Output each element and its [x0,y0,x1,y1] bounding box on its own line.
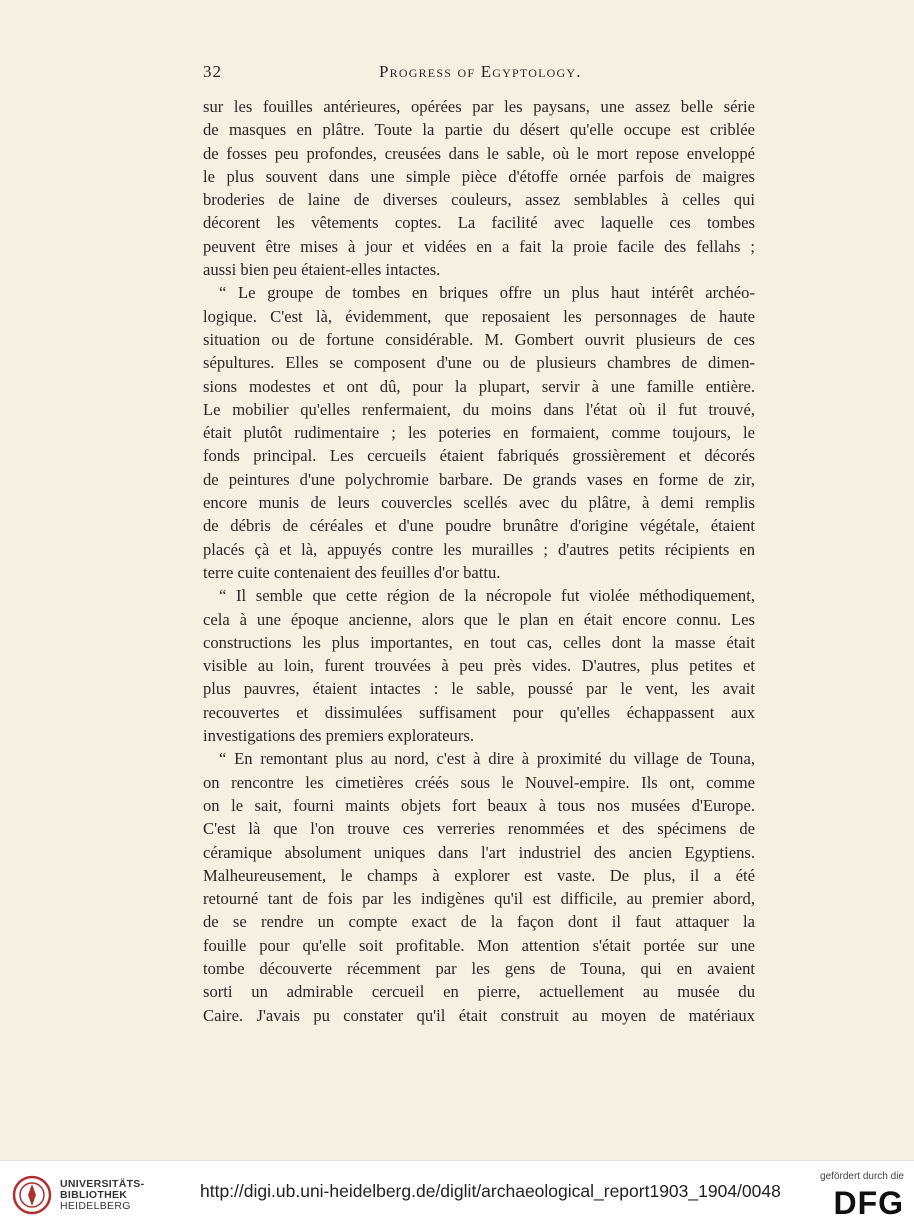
running-head: Progress of Egyptology. [379,62,582,81]
text-line: tombe découverte récemment par les gens de Touna, qui en avaient [203,958,755,978]
text-line: recouvertes et dissimulées suffisament pour qu'elles échappassent aux [203,702,755,722]
text-line: cela à une époque ancienne, alors que le plan en était encore connu. Les [203,609,755,629]
page-header [203,62,755,86]
text-line: aussi bien peu étaient-elles intactes. [203,260,441,280]
text-line: le plus souvent dans une simple pièce d'étoffe ornée parfois de maigres [203,166,755,186]
text-line: était plutôt rudimentaire ; les poteries en formaient, comme toujours, le [203,423,755,443]
text-line: broderies de laine de diverses couleurs, assez semblables à celles qui [203,190,755,210]
text-line: placés çà et là, appuyés contre les murailles ; d'autres petits récipients en [203,539,755,559]
text-line: de masques en plâtre. Toute la partie du désert qu'elle occupe est criblée [203,120,755,140]
viewer-footer [0,1160,914,1229]
text-line: de se rendre un compte exact de la façon dont il faut attaquer la [203,912,755,932]
dfg-logo: DFG [833,1185,904,1221]
page-number: 32 [203,62,222,81]
library-logo[interactable] [12,1171,182,1219]
text-line: sur les fouilles antérieures, opérées par les paysans, une assez belle série [203,97,755,116]
library-name [60,1179,144,1212]
text-line: Le mobilier qu'elles renfermaient, du moins dans l'état où il fut trouvé, [203,399,755,419]
text-line: on rencontre les cimetières créés sous le Nouvel-empire. Ils ont, comme [203,772,755,792]
permalink-url[interactable]: http://digi.ub.uni-heidelberg.de/diglit/archaeological_report1903_1904/0048 [200,1181,781,1201]
text-line: de débris de céréales et d'une poudre brunâtre d'origine végétale, étaient [203,516,755,536]
sponsor-label: gefördert durch die [820,1171,904,1182]
text-line: on le sait, fourni maints objets fort beaux à tous nos musées d'Europe. [203,795,755,815]
text-line: logique. C'est là, évidemment, que reposaient les personnages de haute [203,306,755,326]
text-line: Caire. J'avais pu constater qu'il était construit au moyen de matériaux [203,1005,755,1025]
text-line: terre cuite contenaient des feuilles d'or battu. [203,562,501,582]
text-line: sépultures. Elles se composent d'une ou de plusieurs chambres de dimen- [203,353,755,373]
text-line: investigations des premiers explorateurs. [203,726,474,746]
text-line: fonds principal. Les cercueils étaient fabriqués grossièrement et décorés [203,446,755,466]
text-line: sions modestes et ont dû, pour la plupart, servir à une famille entière. [203,376,755,396]
text-line: “ Il semble que cette région de la nécropole fut violée méthodiquement, [219,586,755,606]
text-line: de fosses peu profondes, creusées dans le sable, où le mort repose enveloppé [203,143,755,163]
sponsor-block[interactable] [808,1169,908,1225]
text-line: constructions les plus importantes, en tout cas, celles dont la masse était [203,632,755,652]
text-line: décorent les vêtements coptes. La facilité avec laquelle ces tombes [203,213,755,233]
text-line: de peintures d'une polychromie barbare. De grands vases en forme de zir, [203,469,755,489]
text-line: encore munis de leurs couvercles scellés avec du plâtre, à demi remplis [203,493,755,513]
text-line: fouille pour qu'elle soit profitable. Mon attention s'était portée sur une [203,935,755,955]
text-line: retourné tant de fois par les indigènes qu'il est difficile, au premier abord, [203,889,755,909]
body-text [203,95,755,1027]
library-line-3: HEIDELBERG [60,1200,131,1212]
text-line: situation ou de fortune considérable. M. Gombert ouvrit plusieurs de ces [203,329,755,349]
text-line: “ En remontant plus au nord, c'est à dire à proximité du village de Touna, [219,749,755,769]
text-line: C'est là que l'on trouve ces verreries renommées et des spécimens de [203,819,755,839]
text-line: Malheureusement, le champs à explorer est vaste. De plus, il a été [203,865,755,885]
text-line: peuvent être mises à jour et vidées en a fait la proie facile des fellahs ; [203,236,755,256]
university-seal-icon [12,1175,52,1215]
text-line: céramique absolument uniques dans l'art industriel des ancien Egyptiens. [203,842,755,862]
text-line: sorti un admirable cercueil en pierre, actuellement au musée du [203,982,755,1002]
text-line: “ Le groupe de tombes en briques offre un plus haut intérêt archéo- [219,283,755,303]
library-line-1: UNIVERSITÄTS- [60,1178,145,1190]
text-line: plus pauvres, étaient intactes : le sable, poussé par le vent, les avait [203,679,755,699]
library-line-2: BIBLIOTHEK [60,1189,128,1201]
text-line: visible au loin, furent trouvées à peu près vides. D'autres, plus petites et [203,656,755,676]
